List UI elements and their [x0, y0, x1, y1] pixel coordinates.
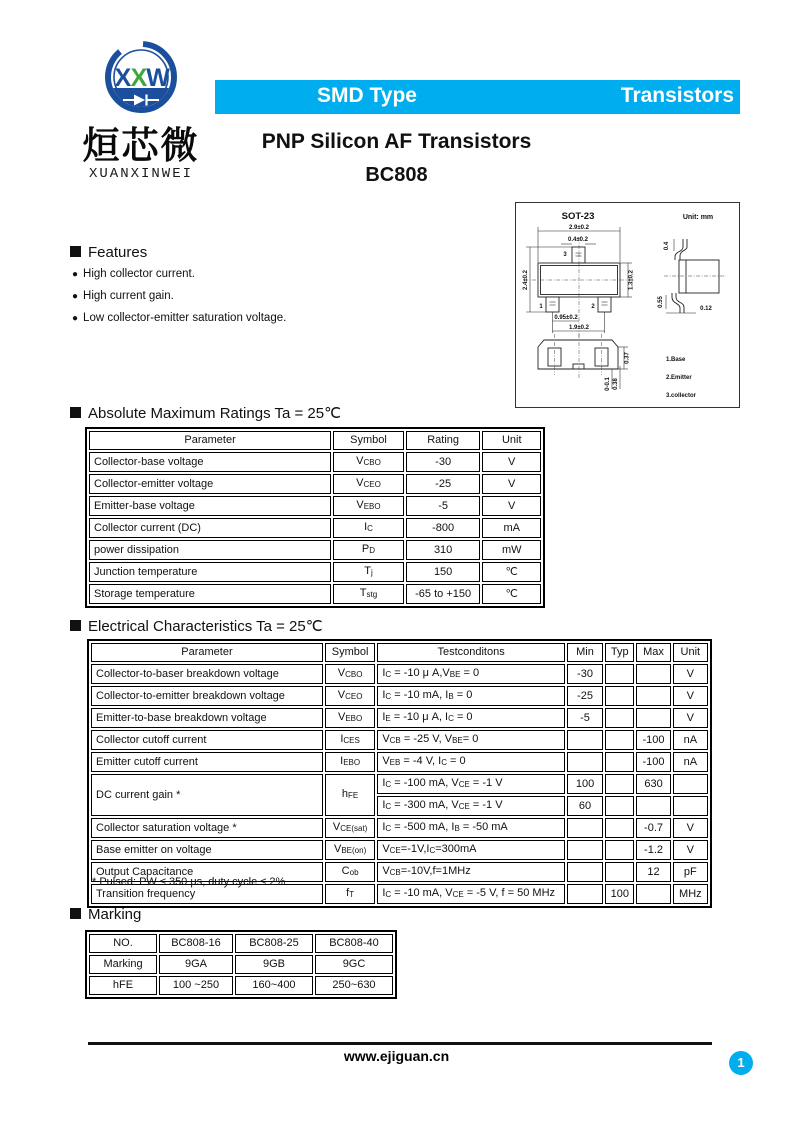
logo-chinese-name: 烜芯微 [82, 125, 200, 166]
logo-latin-name: XUANXINWEI [88, 166, 193, 182]
pulse-test-footnote: * Pulsed: PW ≤ 350 μs, duty cycle ≤ 2% [92, 876, 286, 888]
electrical-table [87, 639, 712, 908]
abs-max-heading: Absolute Maximum Ratings Ta = 25℃ [70, 404, 341, 422]
table-row: Emitter-to-base breakdown voltage VEBO IE = -10 μ A, IC = 0 -5 V [91, 708, 708, 728]
dim-lead-top: 0.4 [664, 241, 670, 251]
table-row: hFE 100 ~250 160~400 250~630 [89, 976, 393, 995]
package-outline-drawing [515, 202, 740, 408]
company-logo [75, 36, 207, 182]
table-row: power dissipation PD 310 mW [89, 540, 541, 560]
part-number-title: BC808 [365, 164, 428, 186]
table-row: Junction temperature Tj 150 ℃ [89, 562, 541, 582]
table-row-hfe-b: IC = -300 mA, VCE = -1 V 60 [91, 796, 708, 816]
table-row: Output Capacitance Cob VCB=-10V,f=1MHz 12 pF [91, 862, 708, 882]
dim-body-side: 0.37 [624, 352, 631, 364]
table-row: Emitter-base voltage VEBO -5 V [89, 496, 541, 516]
dim-standoff: 0-0.1 [605, 377, 611, 391]
marking-table [85, 930, 397, 999]
unit-label: Unit: mm [682, 214, 714, 221]
dim-lead-thick: 0.38 [613, 378, 619, 390]
package-name: SOT-23 [561, 211, 595, 222]
bullet-icon: ● [72, 313, 79, 324]
section-square-icon [70, 407, 81, 418]
feature-item: ● High current gain. [72, 290, 174, 302]
table-row: Collector-to-emitter breakdown voltage VCEO IC = -10 mA, IB = 0 -25 V [91, 686, 708, 706]
table-row-hfe-a: DC current gain * hFE IC = -100 mA, VCE = -1 V 100 630 [91, 774, 708, 794]
table-row: Marking 9GA 9GB 9GC [89, 955, 393, 974]
table-row: Emitter cutoff current IEBO VEB = -4 V, IC = 0 -100 nA [91, 752, 708, 772]
dim-pin-span: 1.9±0.2 [569, 325, 589, 331]
table-row: Collector-to-baser breakdown voltage VCBO IC = -10 μ A,VBE = 0 -30 V [91, 664, 708, 684]
table-header-row [89, 431, 541, 450]
table-row: NO. BC808-16 BC808-25 BC808-40 [89, 934, 393, 953]
logo-letter-x1: X [114, 64, 132, 92]
table-row: Collector-emitter voltage VCEO -25 V [89, 474, 541, 494]
table-header-row: Parameter Symbol Testconditons Min Typ Max Unit [91, 643, 708, 662]
logo-mark-icon [75, 36, 207, 120]
col-unit: Unit [482, 431, 541, 450]
feature-item: ● High collector current. [72, 268, 195, 280]
pin2-number: 2 [591, 304, 595, 310]
section-square-icon [70, 246, 81, 257]
table-row: Collector current (DC) IC -800 mA [89, 518, 541, 538]
pin-legend-emitter: 2.Emitter [666, 375, 692, 381]
logo-letter-x2: X [130, 64, 148, 92]
dim-body-height: 1.3±0.2 [628, 270, 635, 290]
header-transistors-label: Transistors [620, 84, 734, 107]
page-title: PNP Silicon AF Transistors [261, 130, 532, 153]
col-rating: Rating [406, 431, 481, 450]
dim-top-width: 2.9±0.2 [569, 225, 589, 231]
col-symbol: Symbol [333, 431, 404, 450]
header-smd-type-label: SMD Type [317, 84, 417, 107]
section-square-icon [70, 908, 81, 919]
footer-rule [88, 1042, 712, 1045]
dim-foot-length: 0.12 [700, 306, 712, 312]
features-heading: Features [70, 244, 147, 261]
dim-pin-pitch: 0.95±0.2 [554, 315, 578, 321]
pin1-number: 1 [539, 304, 543, 310]
bullet-icon: ● [72, 291, 79, 302]
electrical-heading: Electrical Characteristics Ta = 25℃ [70, 617, 323, 635]
dim-overall-width: 2.4±0.2 [523, 270, 529, 290]
abs-max-table [85, 427, 545, 608]
col-parameter: Parameter [89, 431, 331, 450]
dim-pin-width: 0.4±0.2 [568, 237, 588, 243]
footer-website-link[interactable]: www.ejiguan.cn [343, 1048, 450, 1064]
bullet-icon: ● [72, 269, 79, 280]
table-row: Storage temperature Tstg -65 to +150 ℃ [89, 584, 541, 604]
logo-letter-w: W [146, 64, 170, 92]
dim-lead-bottom: 0.55 [658, 296, 664, 308]
table-row: Collector saturation voltage * VCE(sat) IC = -500 mA, IB = -50 mA -0.7 V [91, 818, 708, 838]
header-bar [215, 80, 740, 114]
page-number-badge: 1 [729, 1051, 753, 1075]
section-square-icon [70, 620, 81, 631]
table-row: Base emitter on voltage VBE(on) VCE=-1V,IC=300mA -1.2 V [91, 840, 708, 860]
table-row: Collector cutoff current ICES VCB = -25 V, VBE= 0 -100 nA [91, 730, 708, 750]
table-row: Collector-base voltage VCBO -30 V [89, 452, 541, 472]
feature-item: ● Low collector-emitter saturation voltage. [72, 312, 287, 324]
sot23-drawing-icon [516, 203, 739, 407]
pin-legend-collector: 3.collector [666, 393, 697, 399]
table-row: Transition frequency fT IC = -10 mA, VCE = -5 V, f = 50 MHz 100 MHz [91, 884, 708, 904]
marking-heading: Marking [70, 906, 141, 923]
pin3-number: 3 [563, 252, 567, 258]
pin-legend-base: 1.Base [666, 357, 686, 363]
